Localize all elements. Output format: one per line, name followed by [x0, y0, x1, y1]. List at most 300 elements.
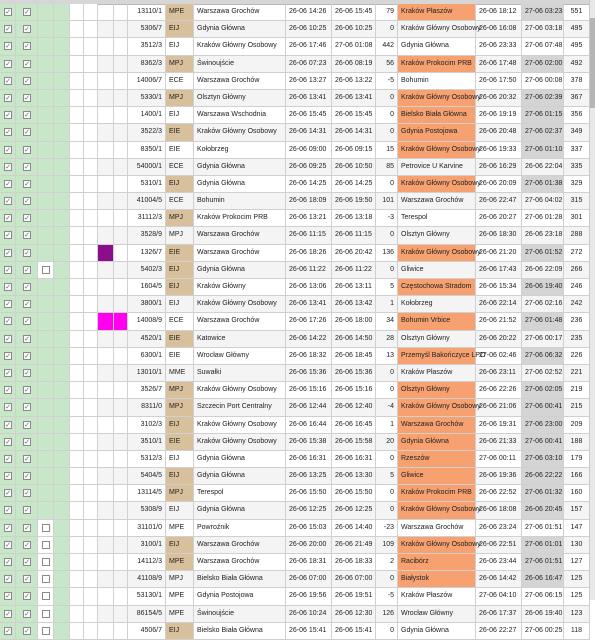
- table-row[interactable]: [0, 537, 590, 554]
- train-category: EIE: [166, 348, 194, 364]
- distance-value: 288: [564, 227, 590, 243]
- row-checkbox-2[interactable]: ✓: [24, 473, 30, 481]
- vertical-scrollbar[interactable]: [589, 0, 595, 600]
- status-cell-g: [98, 434, 114, 450]
- delay-minutes: 136: [376, 245, 398, 261]
- row-checkbox-1[interactable]: ✓: [5, 421, 11, 429]
- status-cell-e: [70, 537, 84, 553]
- train-number: 14008/9: [128, 313, 166, 329]
- table-row[interactable]: [0, 331, 590, 348]
- actual-departure: 26-06 11:15: [332, 227, 376, 243]
- distance-value: 209: [564, 417, 590, 433]
- checkbox-cell-2: [16, 502, 38, 518]
- row-checkbox-2[interactable]: ✓: [24, 249, 30, 257]
- row-checkbox-2[interactable]: ✓: [24, 266, 30, 274]
- checkbox-cell-3: [38, 520, 54, 536]
- row-checkbox-1[interactable]: ✓: [5, 490, 11, 498]
- row-checkbox-2[interactable]: ✓: [24, 60, 30, 68]
- actual-departure: 26-06 12:25: [332, 502, 376, 518]
- table-row[interactable]: [0, 468, 590, 485]
- train-number: 3528/9: [128, 227, 166, 243]
- delay-minutes: -5: [376, 73, 398, 89]
- distance-value: 266: [564, 262, 590, 278]
- train-category: EIE: [166, 434, 194, 450]
- checkbox-cell-3: [38, 451, 54, 467]
- origin-station: Powroźnik: [194, 520, 286, 536]
- checkbox-cell-2: [16, 348, 38, 364]
- row-checkbox-1[interactable]: ✓: [5, 9, 11, 16]
- distance-value: 367: [564, 90, 590, 106]
- row-checkbox-1[interactable]: ✓: [5, 352, 11, 360]
- status-cell-e: [70, 434, 84, 450]
- status-cell-green: [54, 382, 70, 398]
- status-cell-green: [54, 142, 70, 158]
- table-row[interactable]: [0, 4, 590, 21]
- row-checkbox-2[interactable]: ✓: [24, 9, 30, 16]
- table-row[interactable]: [0, 142, 590, 159]
- row-checkbox-2[interactable]: ✓: [24, 94, 30, 102]
- row-checkbox-1[interactable]: ✓: [5, 318, 11, 326]
- row-checkbox-2[interactable]: ✓: [24, 559, 30, 566]
- train-category: EIJ: [166, 468, 194, 484]
- status-cell-h: [114, 313, 128, 329]
- row-checkbox-1[interactable]: ✓: [5, 438, 11, 446]
- train-category: EIE: [166, 142, 194, 158]
- scheduled-departure: 26-06 15:50: [286, 485, 332, 501]
- row-checkbox-1[interactable]: ✓: [5, 146, 11, 154]
- arrival-time: 26-06 22:47: [476, 193, 522, 209]
- status-cell-e: [70, 90, 84, 106]
- next-time: 27-06 01:28: [522, 210, 564, 226]
- row-checkbox-2[interactable]: ✓: [24, 77, 30, 85]
- delay-minutes: -3: [376, 210, 398, 226]
- distance-value: 236: [564, 313, 590, 329]
- status-cell-f: [84, 520, 98, 536]
- destination-station: Olsztyn Główny: [398, 382, 476, 398]
- row-checkbox-2[interactable]: ✓: [24, 455, 30, 463]
- status-cell-f: [84, 537, 98, 553]
- status-cell-e: [70, 193, 84, 209]
- status-cell-g: [98, 245, 114, 261]
- table-row[interactable]: [0, 296, 590, 313]
- row-checkbox-2[interactable]: ✓: [24, 524, 30, 532]
- row-checkbox-2[interactable]: ✓: [24, 352, 30, 360]
- checkbox-cell-3: [38, 73, 54, 89]
- row-checkbox-1[interactable]: ✓: [5, 26, 11, 34]
- status-cell-f: [84, 4, 98, 20]
- checkbox-cell-2: [16, 245, 38, 261]
- row-checkbox-2[interactable]: ✓: [24, 180, 30, 188]
- row-checkbox-1[interactable]: ✓: [5, 541, 11, 549]
- status-cell-h: [114, 554, 128, 570]
- next-time: 27-06 02:16: [522, 296, 564, 312]
- status-cell-e: [70, 245, 84, 261]
- row-checkbox-3[interactable]: [42, 610, 50, 618]
- row-checkbox-2[interactable]: ✓: [24, 627, 30, 635]
- checkbox-cell-1: [0, 210, 16, 226]
- next-time: 27-06 04:02: [522, 193, 564, 209]
- checkbox-cell-1: [0, 38, 16, 54]
- destination-station: Gdynia Główna: [398, 38, 476, 54]
- row-checkbox-2[interactable]: ✓: [24, 438, 30, 446]
- row-checkbox-2[interactable]: ✓: [24, 43, 30, 51]
- train-number: 1400/1: [128, 107, 166, 123]
- checkbox-cell-2: [16, 623, 38, 639]
- status-cell-e: [70, 56, 84, 72]
- row-checkbox-2[interactable]: ✓: [24, 284, 30, 291]
- scheduled-departure: 26-06 18:09: [286, 193, 332, 209]
- row-checkbox-1[interactable]: ✓: [5, 266, 11, 274]
- actual-departure: 26-06 15:45: [332, 107, 376, 123]
- row-checkbox-2[interactable]: ✓: [24, 232, 30, 240]
- row-checkbox-1[interactable]: ✓: [5, 60, 11, 68]
- table-row[interactable]: [0, 502, 590, 519]
- destination-station: Kraków Główny Osobowy: [398, 90, 476, 106]
- table-row[interactable]: [0, 176, 590, 193]
- next-time: 26-06 22:04: [522, 159, 564, 175]
- next-time: 27-06 00:08: [522, 73, 564, 89]
- status-cell-g: [98, 571, 114, 587]
- row-checkbox-2[interactable]: ✓: [24, 593, 30, 601]
- next-time: 27-06 02:52: [522, 365, 564, 381]
- table-row[interactable]: [0, 56, 590, 73]
- checkbox-cell-2: [16, 296, 38, 312]
- table-row[interactable]: [0, 124, 590, 141]
- row-checkbox-1[interactable]: ✓: [5, 232, 11, 240]
- checkbox-cell-2: [16, 571, 38, 587]
- arrival-time: 26-06 19:36: [476, 468, 522, 484]
- train-category: MPJ: [166, 571, 194, 587]
- checkbox-cell-1: [0, 227, 16, 243]
- checkbox-cell-3: [38, 588, 54, 604]
- checkbox-cell-3: [38, 227, 54, 243]
- row-checkbox-3[interactable]: [42, 627, 50, 635]
- row-checkbox-1[interactable]: ✓: [5, 77, 11, 85]
- status-cell-f: [84, 56, 98, 72]
- table-row[interactable]: [0, 107, 590, 124]
- row-checkbox-1[interactable]: ✓: [5, 593, 11, 601]
- status-cell-g: [98, 451, 114, 467]
- table-row[interactable]: [0, 434, 590, 451]
- row-checkbox-2[interactable]: ✓: [24, 198, 30, 206]
- row-checkbox-2[interactable]: ✓: [24, 112, 30, 120]
- row-checkbox-1[interactable]: ✓: [5, 507, 11, 515]
- table-row[interactable]: [0, 159, 590, 176]
- delay-minutes: 85: [376, 159, 398, 175]
- row-checkbox-2[interactable]: ✓: [24, 421, 30, 429]
- distance-value: 495: [564, 38, 590, 54]
- status-cell-green: [54, 348, 70, 364]
- table-row[interactable]: [0, 279, 590, 296]
- table-row[interactable]: [0, 588, 590, 605]
- row-checkbox-2[interactable]: ✓: [24, 490, 30, 498]
- train-number: 41004/5: [128, 193, 166, 209]
- next-time: 26-06 20:45: [522, 502, 564, 518]
- train-number: 5404/5: [128, 468, 166, 484]
- row-checkbox-3[interactable]: [42, 524, 50, 532]
- status-cell-green: [54, 554, 70, 570]
- next-time: 27-06 00:41: [522, 399, 564, 415]
- checkbox-cell-3: [38, 142, 54, 158]
- status-cell-h: [114, 90, 128, 106]
- row-checkbox-2[interactable]: ✓: [24, 610, 30, 618]
- train-category: EIJ: [166, 38, 194, 54]
- table-row[interactable]: [0, 210, 590, 227]
- train-number: 13110/1: [128, 4, 166, 20]
- delay-minutes: 28: [376, 331, 398, 347]
- status-cell-e: [70, 331, 84, 347]
- status-cell-f: [84, 571, 98, 587]
- actual-departure: 26-06 07:00: [332, 571, 376, 587]
- actual-departure: 26-06 10:25: [332, 21, 376, 37]
- checkbox-cell-1: [0, 193, 16, 209]
- row-checkbox-3[interactable]: [42, 575, 50, 583]
- row-checkbox-3[interactable]: [42, 592, 50, 600]
- row-checkbox-1[interactable]: ✓: [5, 163, 11, 171]
- train-number: 3512/3: [128, 38, 166, 54]
- actual-departure: 26-06 15:50: [332, 485, 376, 501]
- row-checkbox-3[interactable]: [42, 541, 50, 549]
- destination-station: Kraków Płaszów: [398, 4, 476, 20]
- arrival-time: 26-06 22:14: [476, 296, 522, 312]
- actual-departure: 26-06 13:30: [332, 468, 376, 484]
- arrival-time: 26-06 17:37: [476, 606, 522, 622]
- status-cell-g: [98, 124, 114, 140]
- arrival-time: 27-06 04:10: [476, 588, 522, 604]
- row-checkbox-2[interactable]: ✓: [24, 146, 30, 154]
- checkbox-cell-1: [0, 21, 16, 37]
- status-cell-h: [114, 434, 128, 450]
- checkbox-cell-1: [0, 4, 16, 20]
- arrival-time: 26-06 23:24: [476, 520, 522, 536]
- row-checkbox-2[interactable]: ✓: [24, 541, 30, 549]
- status-cell-e: [70, 417, 84, 433]
- checkbox-cell-2: [16, 262, 38, 278]
- distance-value: 160: [564, 485, 590, 501]
- scheduled-departure: 26-06 13:27: [286, 73, 332, 89]
- table-row[interactable]: [0, 193, 590, 210]
- row-checkbox-2[interactable]: ✓: [24, 507, 30, 515]
- delay-minutes: 442: [376, 38, 398, 54]
- arrival-time: 26-06 21:52: [476, 313, 522, 329]
- delay-minutes: 15: [376, 142, 398, 158]
- table-row[interactable]: [0, 571, 590, 588]
- status-cell-h: [114, 193, 128, 209]
- table-row[interactable]: [0, 623, 590, 640]
- row-checkbox-1[interactable]: ✓: [5, 180, 11, 188]
- row-checkbox-2[interactable]: ✓: [24, 215, 30, 223]
- train-category: MPE: [166, 554, 194, 570]
- arrival-time: 26-06 21:20: [476, 245, 522, 261]
- row-checkbox-1[interactable]: ✓: [5, 129, 11, 137]
- status-cell-f: [84, 73, 98, 89]
- table-row[interactable]: [0, 73, 590, 90]
- destination-station: Rzeszów: [398, 451, 476, 467]
- row-checkbox-2[interactable]: ✓: [24, 301, 30, 309]
- delay-minutes: 5: [376, 279, 398, 295]
- row-checkbox-1[interactable]: ✓: [5, 94, 11, 102]
- train-number: 13010/1: [128, 365, 166, 381]
- table-row[interactable]: [0, 520, 590, 537]
- table-row[interactable]: [0, 227, 590, 244]
- row-checkbox-1[interactable]: ✓: [5, 284, 11, 291]
- row-checkbox-1[interactable]: ✓: [5, 627, 11, 635]
- train-category: MPJ: [166, 382, 194, 398]
- checkbox-cell-3: [38, 279, 54, 295]
- distance-value: 147: [564, 520, 590, 536]
- row-checkbox-2[interactable]: ✓: [24, 335, 30, 343]
- table-row[interactable]: [0, 417, 590, 434]
- train-category: EIE: [166, 245, 194, 261]
- row-checkbox-2[interactable]: ✓: [24, 369, 30, 377]
- status-cell-h: [114, 124, 128, 140]
- actual-departure: 26-06 13:18: [332, 210, 376, 226]
- origin-station: Kraków Główny Osobowy: [194, 417, 286, 433]
- row-checkbox-3[interactable]: [42, 558, 50, 566]
- status-cell-g: [98, 227, 114, 243]
- actual-departure: 26-06 18:45: [332, 348, 376, 364]
- table-row[interactable]: [0, 90, 590, 107]
- checkbox-cell-2: [16, 588, 38, 604]
- status-cell-g: [98, 176, 114, 192]
- actual-departure: 26-06 19:50: [332, 193, 376, 209]
- status-cell-green: [54, 210, 70, 226]
- destination-station: Bohumin Vrbice: [398, 313, 476, 329]
- checkbox-cell-1: [0, 73, 16, 89]
- distance-value: 235: [564, 331, 590, 347]
- checkbox-cell-3: [38, 571, 54, 587]
- origin-station: Kraków Główny: [194, 279, 286, 295]
- next-time: 27-06 01:10: [522, 142, 564, 158]
- status-cell-e: [70, 365, 84, 381]
- delay-minutes: -5: [376, 588, 398, 604]
- row-checkbox-1[interactable]: ✓: [5, 335, 11, 343]
- row-checkbox-3[interactable]: [42, 266, 50, 274]
- status-cell-e: [70, 451, 84, 467]
- row-checkbox-1[interactable]: ✓: [5, 198, 11, 206]
- row-checkbox-2[interactable]: ✓: [24, 318, 30, 326]
- table-row[interactable]: [0, 313, 590, 330]
- status-cell-f: [84, 399, 98, 415]
- table-row[interactable]: [0, 21, 590, 38]
- row-checkbox-2[interactable]: ✓: [24, 576, 30, 584]
- table-row[interactable]: [0, 554, 590, 571]
- status-cell-g: [98, 56, 114, 72]
- status-cell-green: [54, 262, 70, 278]
- delay-minutes: 101: [376, 193, 398, 209]
- status-cell-e: [70, 554, 84, 570]
- origin-station: Kołobrzeg: [194, 142, 286, 158]
- row-checkbox-1[interactable]: ✓: [5, 559, 11, 566]
- train-category: MPE: [166, 520, 194, 536]
- table-row[interactable]: [0, 348, 590, 365]
- next-time: 27-06 00:25: [522, 623, 564, 639]
- checkbox-cell-1: [0, 176, 16, 192]
- table-row[interactable]: [0, 38, 590, 55]
- checkbox-cell-2: [16, 159, 38, 175]
- status-cell-h: [114, 468, 128, 484]
- distance-value: 123: [564, 606, 590, 622]
- checkbox-cell-3: [38, 623, 54, 639]
- delay-minutes: 109: [376, 537, 398, 553]
- row-checkbox-1[interactable]: ✓: [5, 576, 11, 584]
- status-cell-green: [54, 56, 70, 72]
- arrival-time: 26-06 23:33: [476, 38, 522, 54]
- table-row[interactable]: [0, 245, 590, 262]
- table-row[interactable]: [0, 606, 590, 623]
- destination-station: Kraków Główny Osobowy: [398, 502, 476, 518]
- table-row[interactable]: [0, 382, 590, 399]
- destination-station: Warszawa Grochów: [398, 520, 476, 536]
- row-checkbox-2[interactable]: ✓: [24, 163, 30, 171]
- status-cell-e: [70, 176, 84, 192]
- train-category: MPJ: [166, 227, 194, 243]
- row-checkbox-2[interactable]: ✓: [24, 404, 30, 412]
- checkbox-cell-1: [0, 245, 16, 261]
- row-checkbox-1[interactable]: ✓: [5, 387, 11, 395]
- destination-station: Częstochowa Stradom: [398, 279, 476, 295]
- checkbox-cell-3: [38, 159, 54, 175]
- status-cell-f: [84, 262, 98, 278]
- status-cell-f: [84, 296, 98, 312]
- actual-departure: 26-06 15:58: [332, 434, 376, 450]
- row-checkbox-1[interactable]: ✓: [5, 249, 11, 257]
- row-checkbox-1[interactable]: ✓: [5, 301, 11, 309]
- row-checkbox-1[interactable]: ✓: [5, 43, 11, 51]
- table-row[interactable]: [0, 365, 590, 382]
- origin-station: Gdynia Główna: [194, 451, 286, 467]
- delay-minutes: 56: [376, 56, 398, 72]
- table-row[interactable]: [0, 485, 590, 502]
- train-number: 14006/7: [128, 73, 166, 89]
- distance-value: 551: [564, 4, 590, 20]
- scheduled-departure: 26-06 11:15: [286, 227, 332, 243]
- row-checkbox-1[interactable]: ✓: [5, 112, 11, 120]
- status-cell-h: [114, 73, 128, 89]
- status-cell-h: [114, 227, 128, 243]
- origin-station: Wrocław Główny: [194, 348, 286, 364]
- row-checkbox-2[interactable]: ✓: [24, 387, 30, 395]
- status-cell-f: [84, 606, 98, 622]
- scrollbar-thumb[interactable]: [590, 18, 595, 108]
- status-cell-f: [84, 554, 98, 570]
- table-row[interactable]: [0, 451, 590, 468]
- origin-station: Warszawa Grochów: [194, 73, 286, 89]
- checkbox-cell-3: [38, 382, 54, 398]
- scheduled-departure: 26-06 10:25: [286, 21, 332, 37]
- row-checkbox-1[interactable]: ✓: [5, 215, 11, 223]
- distance-value: 188: [564, 434, 590, 450]
- next-time: 27-06 01:38: [522, 176, 564, 192]
- row-checkbox-1[interactable]: ✓: [5, 610, 11, 618]
- delay-minutes: 0: [376, 21, 398, 37]
- destination-station: Gdynia Postojowa: [398, 124, 476, 140]
- row-checkbox-1[interactable]: ✓: [5, 369, 11, 377]
- row-checkbox-1[interactable]: ✓: [5, 473, 11, 481]
- row-checkbox-1[interactable]: ✓: [5, 455, 11, 463]
- destination-station: Gdynia Główna: [398, 434, 476, 450]
- checkbox-cell-1: [0, 451, 16, 467]
- row-checkbox-2[interactable]: ✓: [24, 26, 30, 34]
- row-checkbox-2[interactable]: ✓: [24, 129, 30, 137]
- table-row[interactable]: [0, 262, 590, 279]
- row-checkbox-1[interactable]: ✓: [5, 524, 11, 532]
- origin-station: Gdynia Postojowa: [194, 588, 286, 604]
- row-checkbox-1[interactable]: ✓: [5, 404, 11, 412]
- table-row[interactable]: [0, 399, 590, 416]
- origin-station: Warszawa Grochów: [194, 313, 286, 329]
- status-cell-f: [84, 623, 98, 639]
